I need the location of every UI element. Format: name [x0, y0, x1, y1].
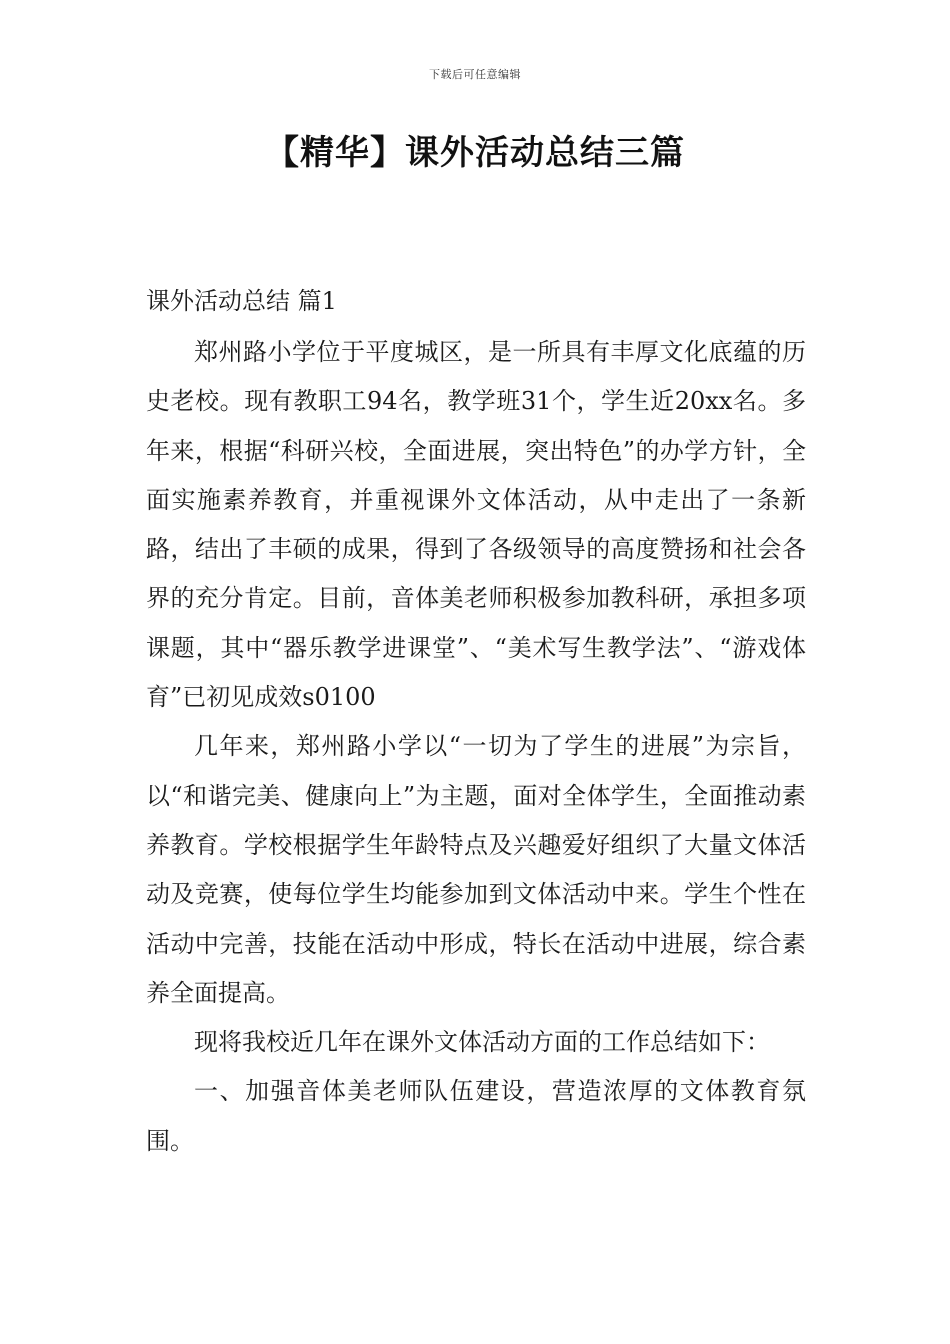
paragraph-2: 几年来，郑州路小学以“一切为了学生的进展”为宗旨，以“和谐完美、健康向上”为主题，面对全体学生，全面推动素养教育。学校根据学生年龄特点及兴趣爱好组织了大量文体活动及竞赛，使每位学生均能参加到文体活动中来。学生个性在活动中完善，技能在活动中形成，特长在活动中进展，综合素养全面提高。 — [146, 732, 806, 1007]
header-note: 下载后可任意编辑 — [429, 68, 521, 81]
paragraph-1: 郑州路小学位于平度城区，是一所具有丰厚文化底蕴的历史老校。现有教职工94名，教学班31个，学生近20xx名。多年来，根据“科研兴校，全面进展，突出特色”的办学方针，全面实施素养教育，并重视课外文体活动，从中走出了一条新路，结出了丰硕的成果，得到了各级领导的高度赞扬和社会各界的充分肯定。目前，音体美老师积极参加教科研，承担多项课题，其中“器乐教学进课堂”、“美术写生教学法”、“游戏体育”已初见成效s0100 — [146, 338, 806, 712]
section-heading: 课外活动总结 篇1 — [146, 287, 337, 315]
paragraph-3: 现将我校近几年在课外文体活动方面的工作总结如下： — [194, 1028, 770, 1057]
paragraph-4: 一、加强音体美老师队伍建设，营造浓厚的文体教育氛围。 — [146, 1077, 806, 1155]
body-text — [146, 328, 806, 1166]
document-title: 【精华】课外活动总结三篇 — [265, 133, 685, 173]
